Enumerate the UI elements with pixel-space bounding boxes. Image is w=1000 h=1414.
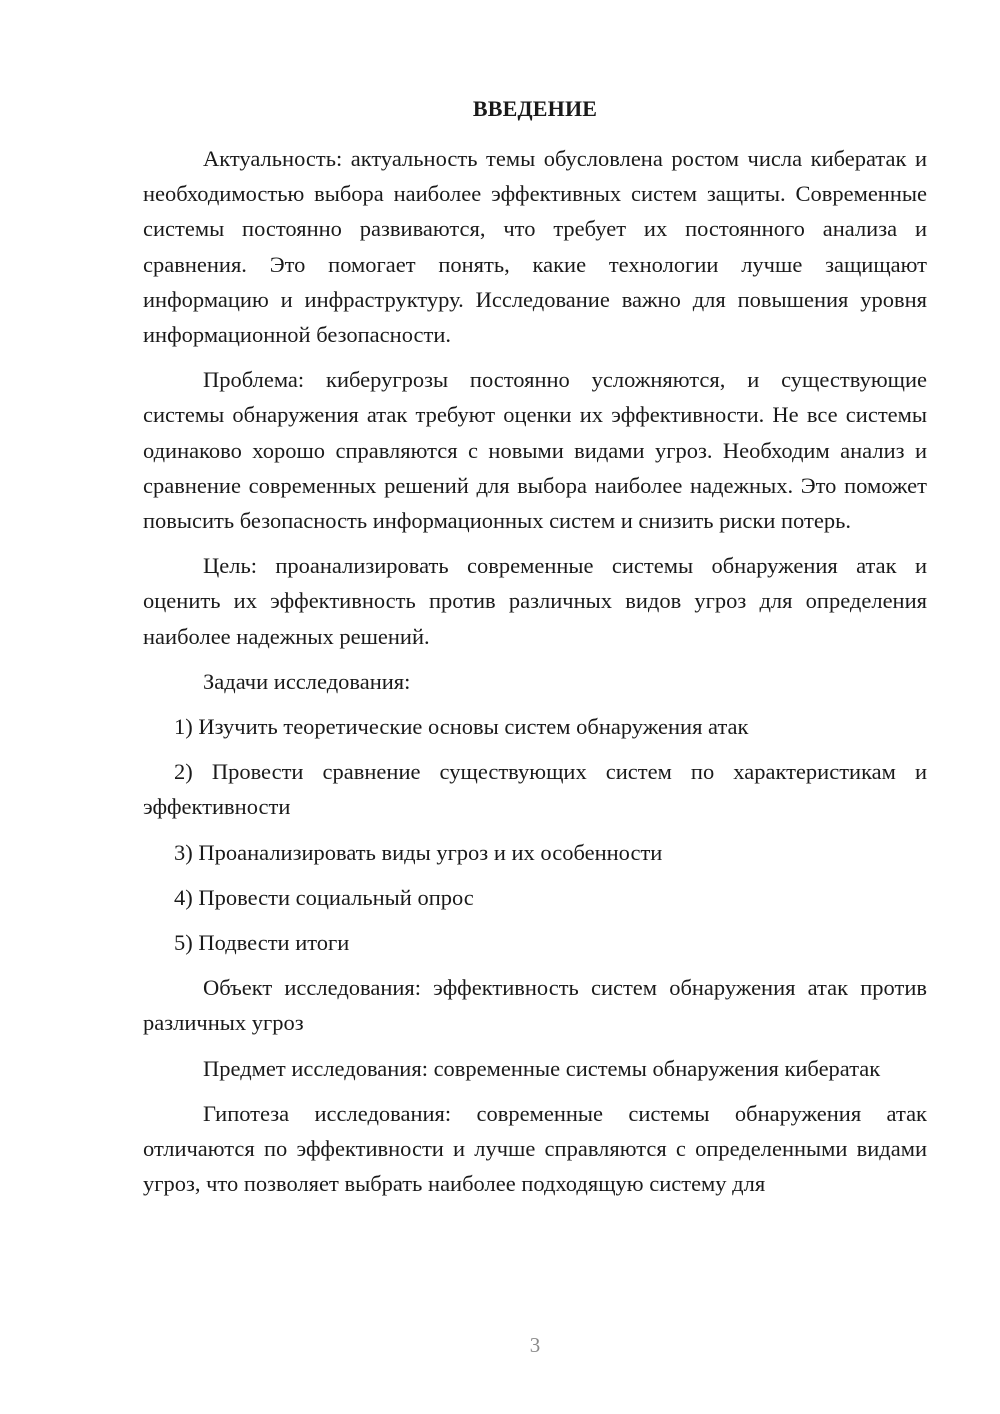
page-number: 3: [529, 1333, 541, 1357]
paragraph-object: Объект исследования: эффективность систем обнаружения атак против различных угроз: [143, 975, 927, 1036]
paragraph-subject: Предмет исследования: современные системы обнаружения кибератак: [203, 1055, 881, 1081]
paragraph-hypothesis: Гипотеза исследования: современные системы обнаружения атак отличаются по эффективности и лучше справляются с определенными видами угроз, что позволяет выбрать наиболее подходящую систему для: [143, 1100, 927, 1197]
task-item-1: 1) Изучить теоретические основы систем обнаружения атак: [174, 714, 749, 740]
document-body: [143, 141, 927, 1211]
task-item-5: 5) Подвести итоги: [174, 930, 350, 956]
task-item-4: 4) Провести социальный опрос: [174, 884, 474, 910]
paragraph-relevance: Актуальность: актуальность темы обусловлена ростом числа кибератак и необходимостью выбора наиболее эффективных систем защиты. Современные системы постоянно развиваются, что требует их постоянного анализа и сравнения. Это помогает понять, какие технологии лучше защищают информацию и инфраструктуру. Исследование важно для повышения уровня информационной безопасности.: [143, 146, 927, 348]
paragraph-goal: Цель: проанализировать современные системы обнаружения атак и оценить их эффективность против различных видов угроз для определения наиболее надежных решений.: [143, 553, 927, 649]
task-item-3: 3) Проанализировать виды угроз и их особенности: [174, 839, 663, 865]
paragraph-problem: Проблема: киберугрозы постоянно усложняются, и существующие системы обнаружения атак требуют оценки их эффективности. Не все системы одинаково хорошо справляются с новыми видами угроз. Необходим анализ и сравнение современных решений для выбора наиболее надежных. Это поможет повысить безопасность информационных систем и снизить риски потерь.: [143, 367, 927, 534]
tasks-heading: Задачи исследования:: [203, 668, 411, 694]
task-item-2: 2) Провести сравнение существующих систем по характеристикам и эффективности: [143, 759, 927, 820]
page-title: ВВЕДЕНИЕ: [472, 96, 598, 121]
